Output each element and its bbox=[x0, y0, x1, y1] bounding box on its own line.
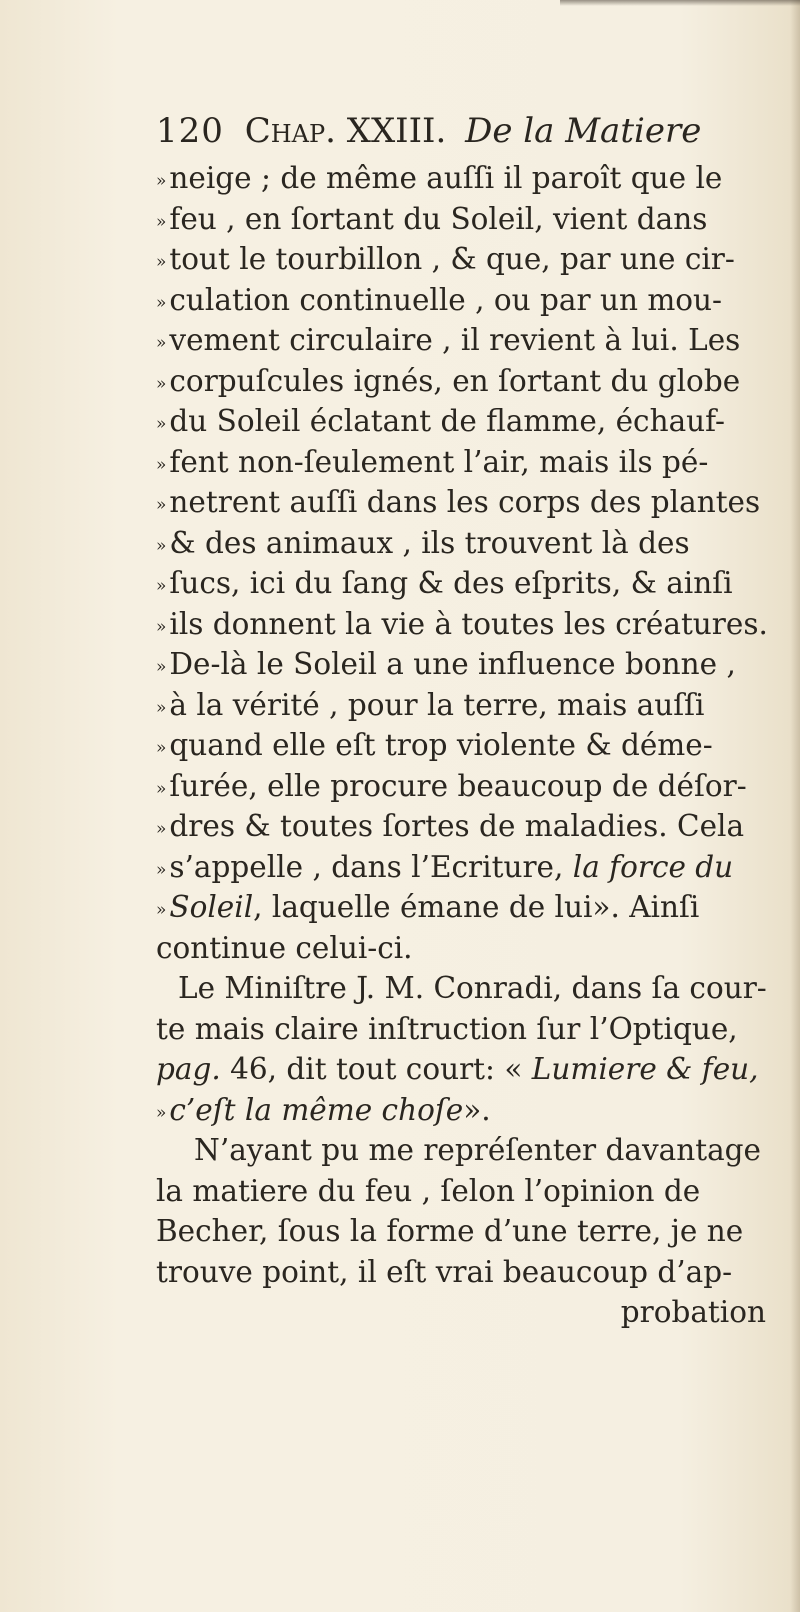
text-line bbox=[156, 604, 776, 645]
text-line bbox=[156, 644, 776, 685]
text-run: Becher, ſous la forme d’une terre, je ne bbox=[156, 1214, 744, 1248]
italic-text: Lumiere & feu, bbox=[531, 1052, 759, 1086]
text-line bbox=[156, 725, 776, 766]
running-header bbox=[156, 108, 716, 154]
text-run: , laquelle émane de lui». Ainſi bbox=[253, 890, 700, 924]
chapter-label: Chap. XXIII. bbox=[244, 111, 447, 151]
quote-mark: » bbox=[156, 738, 167, 758]
text-line bbox=[156, 968, 776, 1009]
text-run: culation continuelle , ou par un mou- bbox=[169, 282, 723, 317]
text-run: du Soleil éclatant de flamme, échauf- bbox=[169, 404, 725, 438]
page-top-shadow bbox=[560, 0, 800, 6]
text-line bbox=[156, 158, 776, 199]
text-line bbox=[156, 1252, 776, 1293]
quote-mark: » bbox=[156, 414, 167, 434]
quote-mark: » bbox=[156, 495, 167, 515]
text-line bbox=[156, 199, 776, 240]
page-number: 120 bbox=[156, 111, 224, 151]
text-run: te mais claire inſtruction ſur l’Optique, bbox=[156, 1011, 738, 1046]
text-run: neige ; de même auſſi il paroît que le bbox=[169, 161, 723, 195]
text-run: tout le tourbillon , & que, par une cir- bbox=[169, 242, 735, 276]
text-run: dres & toutes ſortes de maladies. Cela bbox=[169, 809, 745, 843]
text-run: De-là le Soleil a une influence bonne , bbox=[169, 647, 736, 681]
text-line bbox=[156, 1211, 776, 1252]
quote-mark: » bbox=[156, 900, 167, 920]
italic-text: Soleil bbox=[169, 890, 254, 924]
text-run: la matiere du feu , ſelon l’opinion de bbox=[156, 1173, 701, 1208]
text-run: continue celui-ci. bbox=[156, 930, 413, 965]
quote-mark: » bbox=[156, 535, 167, 556]
text-line bbox=[156, 280, 776, 321]
text-line bbox=[156, 1049, 776, 1090]
quote-mark: » bbox=[156, 171, 167, 191]
text-line bbox=[156, 482, 776, 523]
text-line bbox=[156, 887, 776, 928]
quote-mark: » bbox=[156, 252, 167, 272]
text-line bbox=[156, 320, 776, 361]
text-run: netrent auſſi dans les corps des plantes bbox=[169, 485, 761, 519]
text-line bbox=[156, 442, 776, 483]
quote-mark: » bbox=[156, 373, 167, 394]
quote-mark: » bbox=[156, 333, 167, 353]
text-line bbox=[156, 766, 776, 807]
italic-text: pag. bbox=[156, 1052, 221, 1086]
quote-mark: » bbox=[156, 211, 167, 232]
text-run: ſurée, elle procure beaucoup de déſor- bbox=[169, 768, 747, 803]
text-run: & des animaux , ils trouvent là des bbox=[169, 525, 690, 560]
text-line bbox=[156, 523, 776, 564]
quote-mark: » bbox=[156, 616, 167, 637]
text-line bbox=[156, 563, 776, 604]
text-run: vement circulaire , il revient à lui. Les bbox=[169, 323, 741, 357]
text-line bbox=[156, 1090, 776, 1131]
text-line bbox=[156, 847, 776, 888]
text-run: s’appelle , dans l’Ecriture, bbox=[169, 849, 573, 884]
text-run: trouve point, il eſt vrai beaucoup d’ap- bbox=[156, 1254, 733, 1289]
text-run: quand elle eſt trop violente & déme- bbox=[169, 728, 713, 762]
text-line bbox=[156, 1171, 776, 1212]
text-run: à la vérité , pour la terre, mais auſſi bbox=[169, 687, 705, 722]
text-run: 46, dit tout court: « bbox=[220, 1052, 532, 1086]
text-run: Le Miniſtre J. M. Conradi, dans ſa cour- bbox=[178, 971, 767, 1005]
text-line bbox=[156, 361, 776, 402]
text-run: fent non-ſeulement l’air, mais ils pé- bbox=[169, 444, 709, 479]
text-line bbox=[156, 401, 776, 442]
quote-mark: » bbox=[156, 657, 167, 677]
text-line bbox=[156, 806, 776, 847]
quote-mark: » bbox=[156, 859, 167, 880]
text-run: probation bbox=[620, 1295, 766, 1329]
page-body-text bbox=[156, 158, 776, 1333]
quote-mark: » bbox=[156, 292, 167, 313]
text-run: N’ayant pu me repréſenter davantage bbox=[194, 1133, 762, 1167]
text-line bbox=[156, 928, 776, 969]
text-line bbox=[156, 1130, 776, 1171]
quote-mark: » bbox=[156, 1102, 167, 1123]
text-line bbox=[156, 239, 776, 280]
text-run: ». bbox=[463, 1092, 491, 1127]
italic-text: c’eſt la même choſe bbox=[169, 1092, 464, 1127]
text-run: ils donnent la vie à toutes les créatures. bbox=[169, 606, 768, 641]
quote-mark: » bbox=[156, 819, 167, 839]
text-run: ſucs, ici du ſang & des eſprits, & ainſi bbox=[169, 566, 733, 600]
quote-mark: » bbox=[156, 576, 167, 596]
quote-mark: » bbox=[156, 697, 167, 718]
text-line bbox=[156, 1292, 776, 1333]
page-edge-shadow bbox=[790, 0, 800, 1612]
italic-text: la force du bbox=[572, 849, 734, 884]
text-line bbox=[156, 685, 776, 726]
running-title: De la Matiere bbox=[465, 111, 702, 151]
text-run: feu , en ſortant du Soleil, vient dans bbox=[169, 201, 708, 236]
quote-mark: » bbox=[156, 778, 167, 799]
text-run: corpuſcules ignés, en ſortant du globe bbox=[169, 363, 741, 398]
quote-mark: » bbox=[156, 454, 167, 475]
text-line bbox=[156, 1009, 776, 1050]
